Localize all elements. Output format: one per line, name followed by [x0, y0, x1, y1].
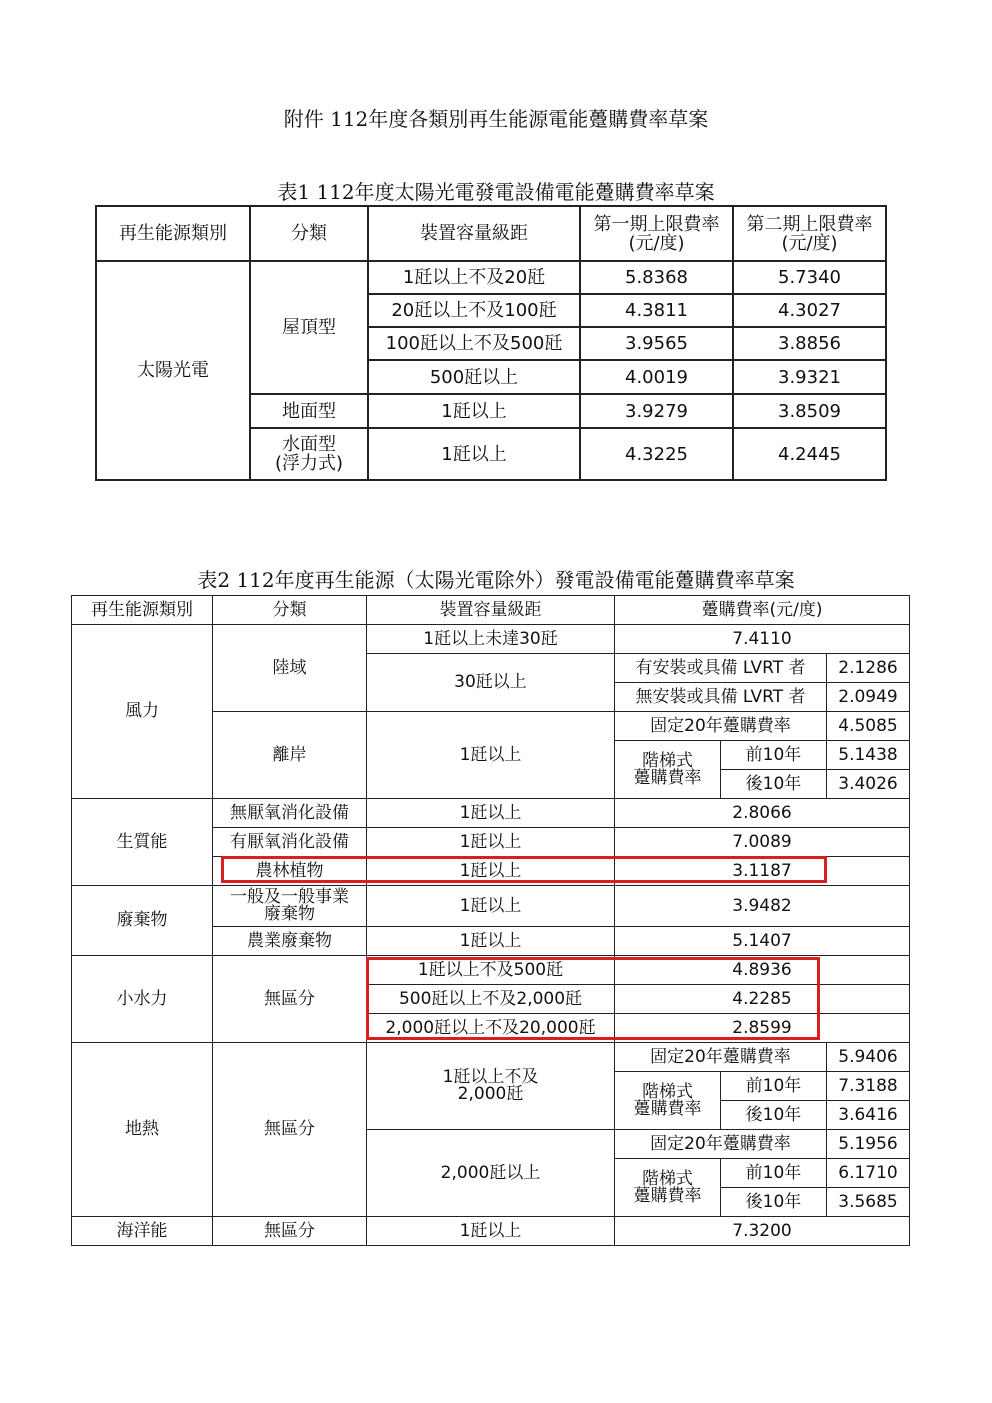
type-cell: 無區分 — [213, 1043, 367, 1217]
rate-cell: 5.7340 — [733, 261, 886, 294]
rate-cell: 7.3188 — [827, 1072, 910, 1101]
header-capacity: 裝置容量級距 — [368, 206, 580, 261]
table-row — [72, 1043, 910, 1072]
table2-caption: 表2 112年度再生能源（太陽光電除外）發電設備電能躉購費率草案 — [197, 568, 795, 592]
rate-cell: 3.9565 — [580, 327, 733, 360]
table-row — [72, 799, 910, 828]
rate-cell: 5.8368 — [580, 261, 733, 294]
capacity-cell: 2,000瓩以上不及20,000瓩 — [367, 1014, 615, 1043]
rate-cell: 2.8066 — [615, 799, 910, 828]
rate-label-cell: 固定20年躉購費率 — [615, 712, 827, 741]
rate-cell: 3.6416 — [827, 1101, 910, 1130]
rate-cell: 3.9321 — [733, 360, 886, 394]
rate-cell: 4.3027 — [733, 294, 886, 327]
rate-cell: 4.2285 — [615, 985, 910, 1014]
rate-cell: 2.1286 — [827, 654, 910, 683]
tier-label-cell: 階梯式 躉購費率 — [615, 741, 721, 799]
highlight-box-hydro — [366, 957, 820, 1040]
category-cell: 小水力 — [72, 956, 213, 1043]
tier-label-cell: 階梯式 躉購費率 — [615, 1159, 721, 1217]
table-header-row — [96, 206, 886, 261]
type-cell: 無區分 — [213, 1217, 367, 1246]
rate-cell: 3.9279 — [580, 394, 733, 428]
capacity-cell: 500瓩以上不及2,000瓩 — [367, 985, 615, 1014]
rate-cell: 7.3200 — [615, 1217, 910, 1246]
rate-cell: 4.5085 — [827, 712, 910, 741]
rate-cell: 4.3811 — [580, 294, 733, 327]
category-cell: 太陽光電 — [96, 261, 250, 480]
period-cell: 前10年 — [721, 1072, 827, 1101]
rate-cell: 7.0089 — [615, 828, 910, 857]
header-category: 再生能源類別 — [72, 596, 213, 625]
capacity-cell: 1瓩以上 — [367, 799, 615, 828]
type-cell: 無區分 — [213, 956, 367, 1043]
header-rate-period2: 第二期上限費率 (元/度) — [733, 206, 886, 261]
table-header-row — [72, 596, 910, 625]
rate-cell: 3.1187 — [615, 857, 910, 886]
header-category: 再生能源類別 — [96, 206, 250, 261]
rate-cell: 5.9406 — [827, 1043, 910, 1072]
rate-cell: 4.8936 — [615, 956, 910, 985]
period-cell: 後10年 — [721, 1101, 827, 1130]
capacity-cell: 100瓩以上不及500瓩 — [368, 327, 580, 360]
capacity-cell: 1瓩以上不及20瓩 — [368, 261, 580, 294]
category-cell: 廢棄物 — [72, 886, 213, 956]
solar-rate-table — [95, 205, 887, 481]
capacity-cell: 30瓩以上 — [367, 654, 615, 712]
period-cell: 後10年 — [721, 770, 827, 799]
type-cell: 農業廢棄物 — [213, 927, 367, 956]
rate-cell: 2.0949 — [827, 683, 910, 712]
period-cell: 前10年 — [721, 1159, 827, 1188]
category-cell: 海洋能 — [72, 1217, 213, 1246]
capacity-cell: 1瓩以上 — [367, 857, 615, 886]
table1-caption: 表1 112年度太陽光電發電設備電能躉購費率草案 — [277, 180, 715, 204]
type-cell: 地面型 — [250, 394, 368, 428]
type-cell: 無厭氧消化設備 — [213, 799, 367, 828]
capacity-cell: 1瓩以上 — [367, 712, 615, 799]
table-row — [72, 1217, 910, 1246]
rate-cell: 5.1438 — [827, 741, 910, 770]
rate-cell: 3.5685 — [827, 1188, 910, 1217]
renewable-rate-table — [71, 595, 910, 1246]
period-cell: 前10年 — [721, 741, 827, 770]
rate-cell: 5.1956 — [827, 1130, 910, 1159]
rate-cell: 3.4026 — [827, 770, 910, 799]
capacity-cell: 2,000瓩以上 — [367, 1130, 615, 1217]
type-cell: 水面型 (浮力式) — [250, 428, 368, 480]
type-cell: 屋頂型 — [250, 261, 368, 394]
rate-cell: 3.9482 — [615, 886, 910, 927]
type-cell: 陸域 — [213, 625, 367, 712]
rate-cell: 5.1407 — [615, 927, 910, 956]
type-cell: 有厭氧消化設備 — [213, 828, 367, 857]
capacity-cell: 20瓩以上不及100瓩 — [368, 294, 580, 327]
header-type: 分類 — [250, 206, 368, 261]
header-rate-period1: 第一期上限費率 (元/度) — [580, 206, 733, 261]
type-cell: 農林植物 — [213, 857, 367, 886]
type-cell: 離岸 — [213, 712, 367, 799]
capacity-cell: 1瓩以上不及500瓩 — [367, 956, 615, 985]
tier-label-cell: 階梯式 躉購費率 — [615, 1072, 721, 1130]
table-row — [96, 261, 886, 294]
highlight-box-biomass — [221, 856, 827, 883]
header-capacity: 裝置容量級距 — [367, 596, 615, 625]
table-row — [72, 625, 910, 654]
rate-cell: 7.4110 — [615, 625, 910, 654]
rate-cell: 3.8856 — [733, 327, 886, 360]
capacity-cell: 1瓩以上 — [368, 394, 580, 428]
period-cell: 後10年 — [721, 1188, 827, 1217]
category-cell: 風力 — [72, 625, 213, 799]
category-cell: 地熱 — [72, 1043, 213, 1217]
rate-cell: 6.1710 — [827, 1159, 910, 1188]
rate-label-cell: 有安裝或具備 LVRT 者 — [615, 654, 827, 683]
capacity-cell: 1瓩以上 — [367, 828, 615, 857]
capacity-cell: 1瓩以上不及 2,000瓩 — [367, 1043, 615, 1130]
table-row — [72, 886, 910, 927]
rate-cell: 3.8509 — [733, 394, 886, 428]
rate-cell: 4.2445 — [733, 428, 886, 480]
capacity-cell: 1瓩以上 — [367, 1217, 615, 1246]
rate-cell: 4.0019 — [580, 360, 733, 394]
header-type: 分類 — [213, 596, 367, 625]
rate-label-cell: 固定20年躉購費率 — [615, 1130, 827, 1159]
capacity-cell: 1瓩以上 — [367, 927, 615, 956]
capacity-cell: 1瓩以上 — [367, 886, 615, 927]
rate-label-cell: 無安裝或具備 LVRT 者 — [615, 683, 827, 712]
rate-label-cell: 固定20年躉購費率 — [615, 1043, 827, 1072]
capacity-cell: 1瓩以上 — [368, 428, 580, 480]
page-title: 附件 112年度各類別再生能源電能躉購費率草案 — [283, 107, 709, 131]
category-cell: 生質能 — [72, 799, 213, 886]
capacity-cell: 1瓩以上未達30瓩 — [367, 625, 615, 654]
header-rate: 躉購費率(元/度) — [615, 596, 910, 625]
rate-cell: 2.8599 — [615, 1014, 910, 1043]
rate-cell: 4.3225 — [580, 428, 733, 480]
capacity-cell: 500瓩以上 — [368, 360, 580, 394]
type-cell: 一般及一般事業 廢棄物 — [213, 886, 367, 927]
